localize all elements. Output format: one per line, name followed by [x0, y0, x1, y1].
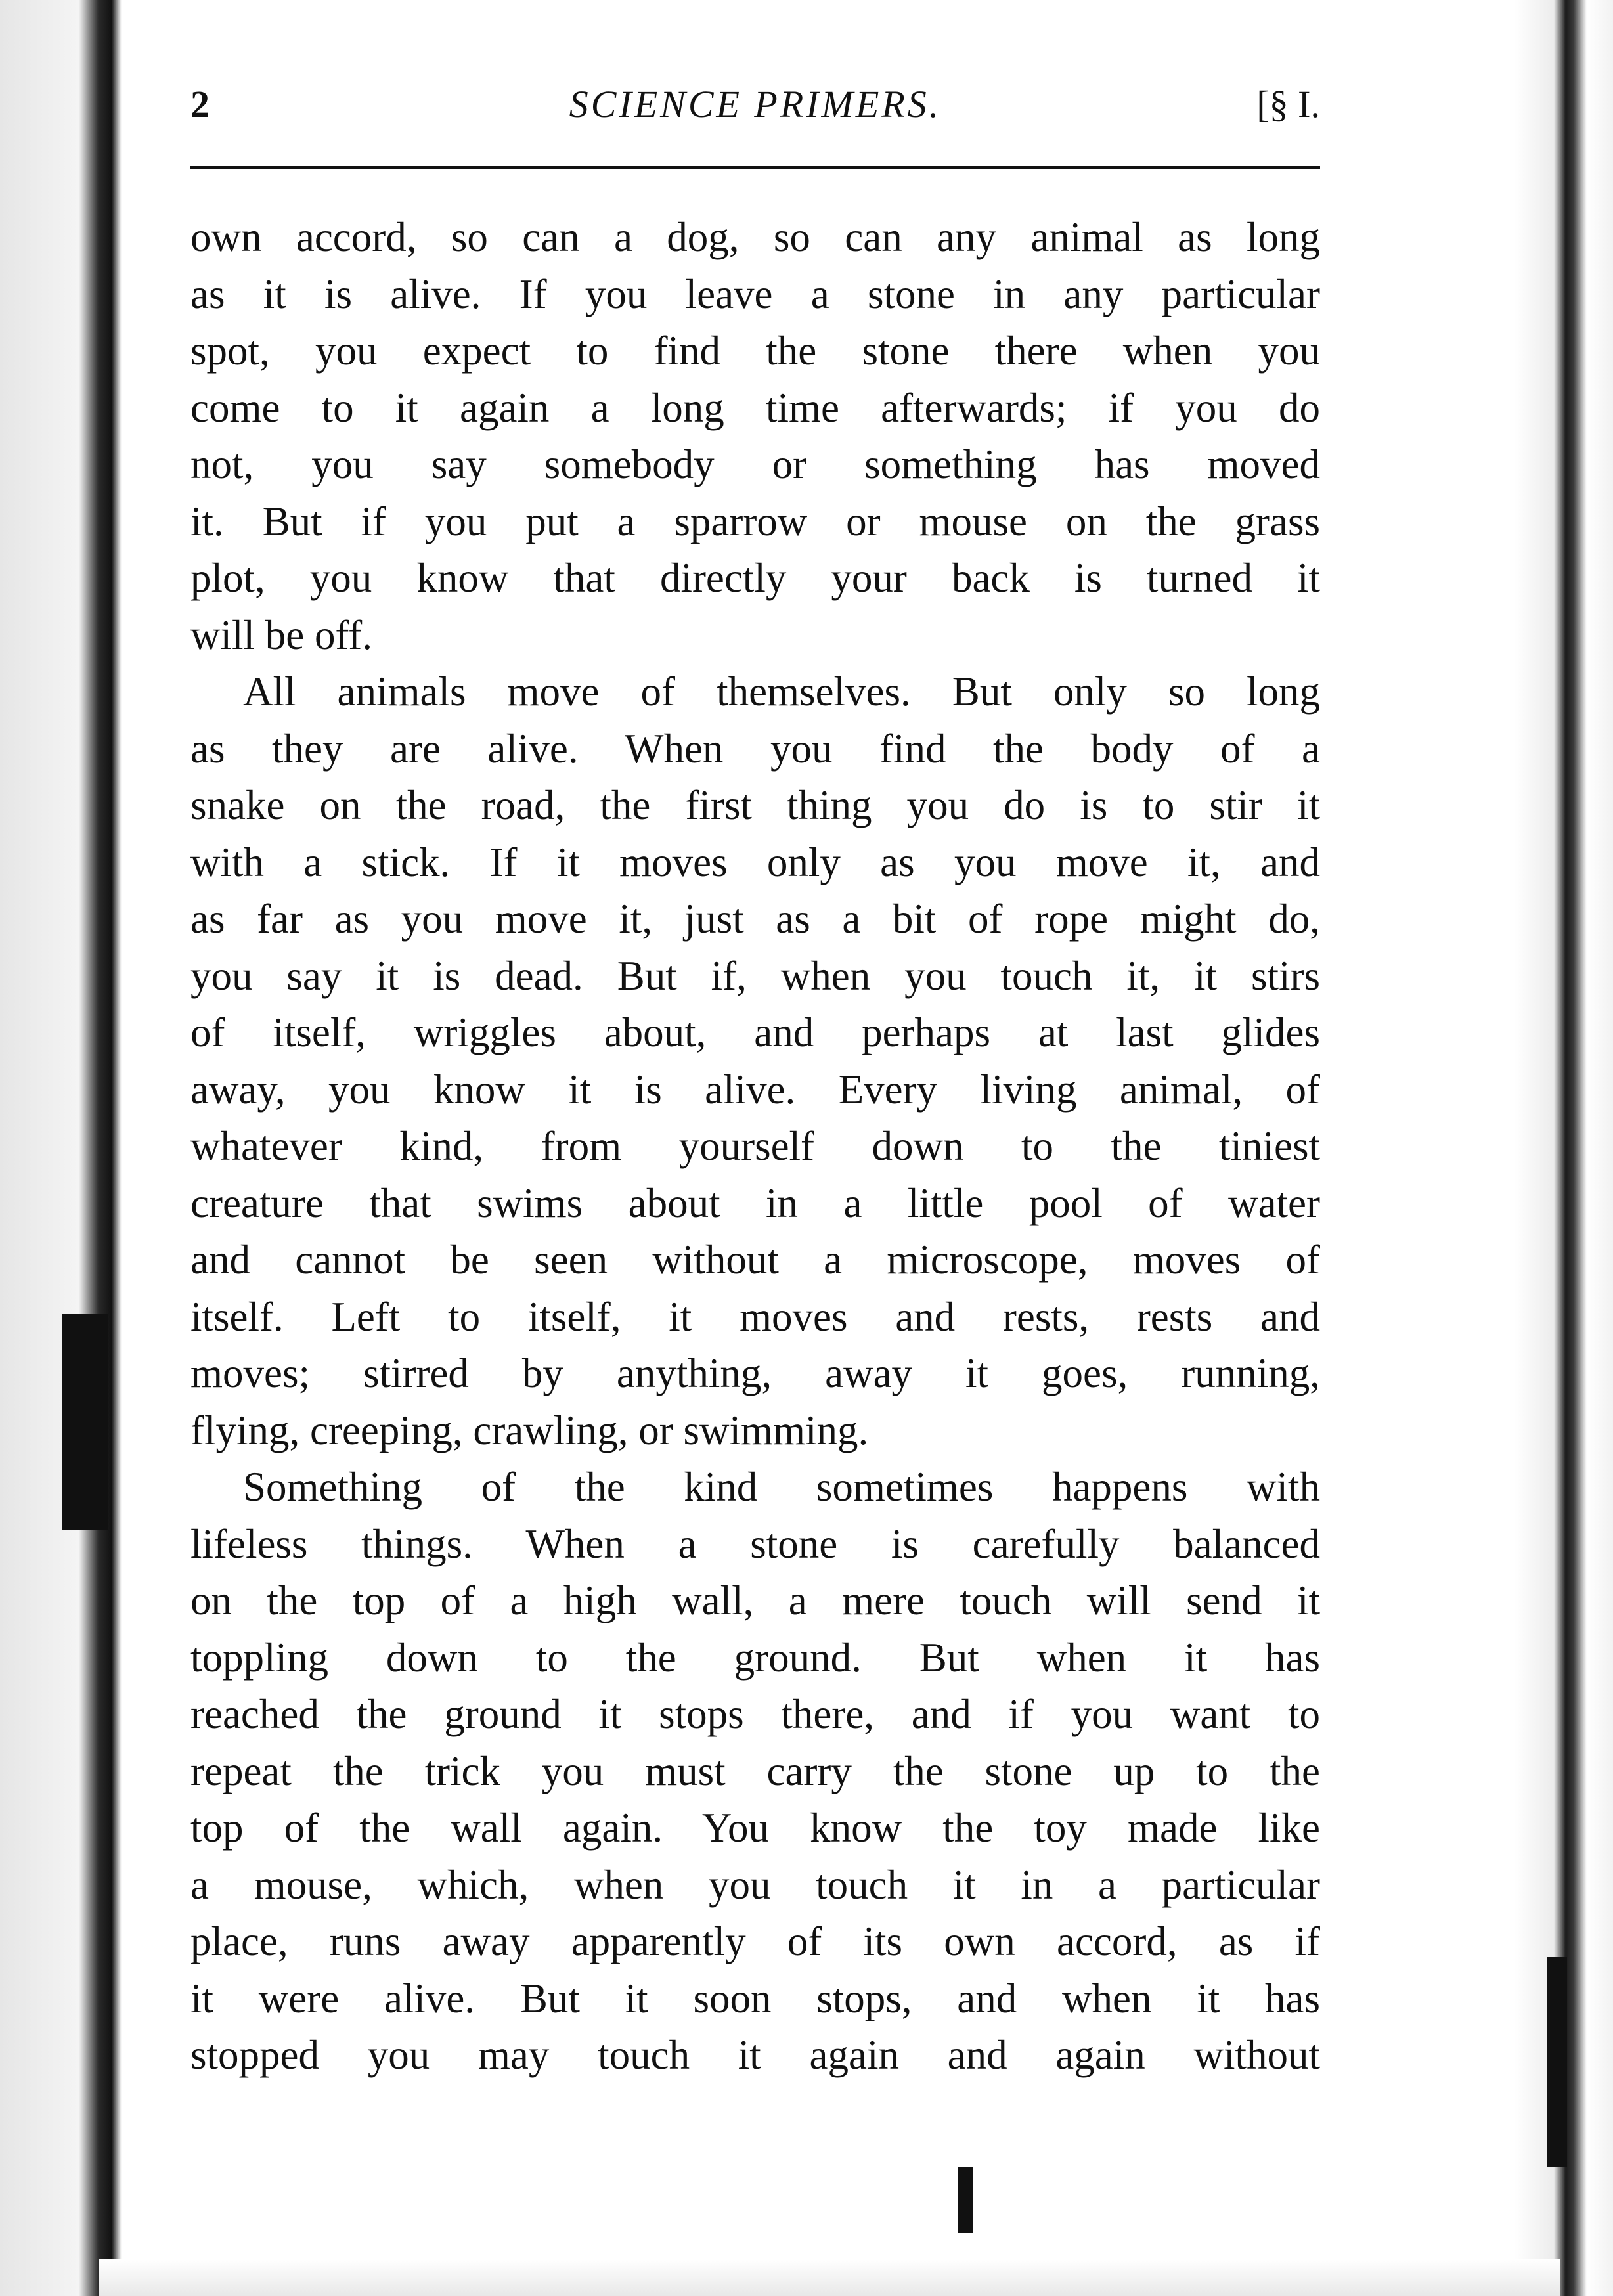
- text-line: a mouse, which, when you touch it in a particular: [190, 1861, 1320, 1908]
- text-line: toppling down to the ground. But when it has: [190, 1634, 1320, 1681]
- text-line: All animals move of themselves. But only so long: [243, 669, 1320, 715]
- paragraph-1: [190, 209, 1320, 663]
- text-line: moves; stirred by anything, away it goes, running,: [190, 1350, 1320, 1396]
- text-line: it were alive. But it soon stops, and when it has: [190, 1975, 1320, 2021]
- text-line: will be off.: [190, 611, 373, 658]
- text-line: as they are alive. When you find the body of a: [190, 725, 1320, 772]
- page-bottom-edge: [99, 2259, 1560, 2296]
- text-line: reached the ground it stops there, and if you want to: [190, 1691, 1320, 1737]
- text-line: own accord, so can a dog, so can any animal as long: [190, 214, 1320, 260]
- scan-shadow-left: [62, 1314, 108, 1530]
- page-left-edge: [0, 0, 122, 2296]
- text-line: away, you know it is alive. Every living animal, of: [190, 1066, 1320, 1113]
- text-line: on the top of a high wall, a mere touch will send it: [190, 1578, 1320, 1623]
- text-line: not, you say somebody or something has moved: [190, 441, 1320, 487]
- paragraph-2: [190, 663, 1320, 1459]
- text-line: snake on the road, the first thing you do is to stir it: [190, 782, 1320, 828]
- text-line: with a stick. If it moves only as you move it, and: [190, 839, 1320, 885]
- text-line: stopped you may touch it again and again without: [190, 2032, 1320, 2078]
- text-line: whatever kind, from yourself down to the tiniest: [190, 1123, 1320, 1169]
- scan-shadow-right: [1547, 1957, 1567, 2167]
- paragraph-3: [190, 1459, 1320, 2084]
- text-line: it. But if you put a sparrow or mouse on the grass: [190, 498, 1320, 544]
- text-line: plot, you know that directly your back is turned it: [190, 555, 1320, 601]
- body-text: [190, 209, 1320, 2084]
- text-line: repeat the trick you must carry the stone up to the: [190, 1748, 1320, 1794]
- header-rule: [190, 166, 1320, 169]
- text-line: top of the wall again. You know the toy made like: [190, 1805, 1320, 1851]
- printers-mark: [958, 2167, 973, 2233]
- text-line: come to it again a long time afterwards; if you do: [190, 384, 1320, 431]
- page-right-edge: [1514, 0, 1613, 2296]
- text-line: creature that swims about in a little pool of water: [190, 1180, 1320, 1226]
- running-title: SCIENCE PRIMERS.: [569, 83, 942, 125]
- running-head: [190, 82, 1320, 135]
- text-line: as it is alive. If you leave a stone in any particular: [190, 271, 1320, 317]
- section-marker: [§ I.: [1256, 83, 1320, 125]
- text-line: place, runs away apparently of its own accord, as if: [190, 1918, 1320, 1964]
- text-line: of itself, wriggles about, and perhaps at last glides: [190, 1009, 1320, 1055]
- text-line: Something of the kind sometimes happens with: [243, 1464, 1320, 1510]
- text-line: lifeless things. When a stone is carefully balanced: [190, 1520, 1320, 1567]
- text-line: and cannot be seen without a microscope, moves of: [190, 1237, 1320, 1283]
- text-line: flying, creeping, crawling, or swimming.: [190, 1407, 869, 1453]
- text-line: spot, you expect to find the stone there when you: [190, 328, 1320, 374]
- text-line: you say it is dead. But if, when you touch it, it stirs: [190, 952, 1320, 999]
- text-line: as far as you move it, just as a bit of rope might do,: [190, 896, 1320, 942]
- page-number: 2: [190, 83, 210, 125]
- text-line: itself. Left to itself, it moves and rests, rests and: [190, 1293, 1320, 1340]
